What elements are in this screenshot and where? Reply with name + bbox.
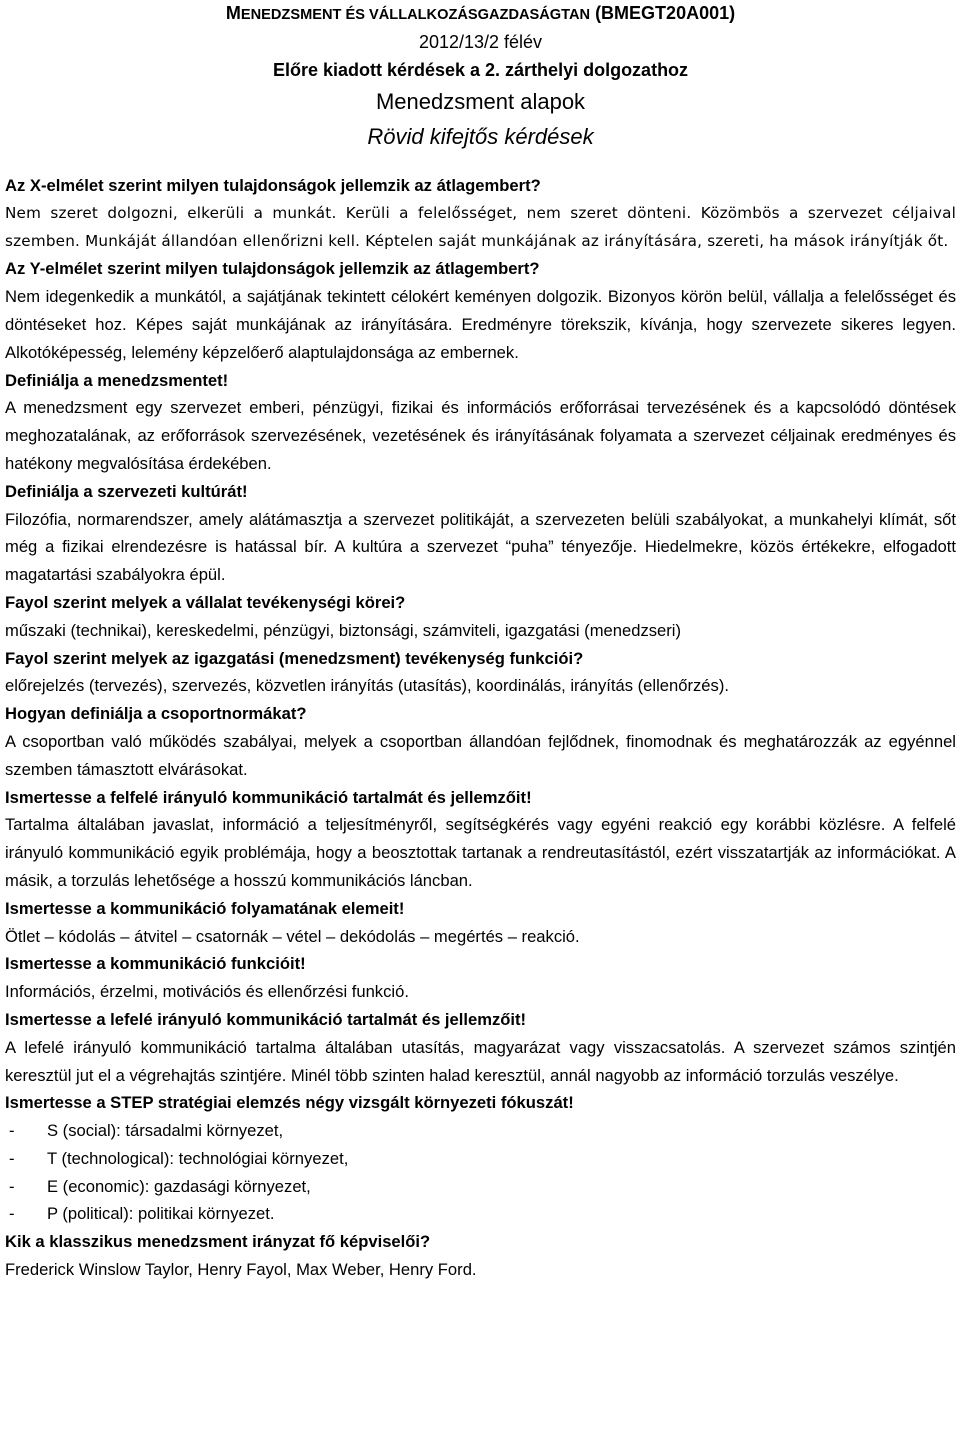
answer-upward-communication: Tartalma általában javaslat, információ a teljesítményről, segítségkérés vagy egyéni reakció egy korábbi közlésre. A felfelé irányuló kommunikáció egyik problémája, hogy a beosztottak tartanak a rendreutasítástól, ezért visszatartják az információkat. A másik, a torzulás lehetősége a hosszú kommunikációs láncban. — [5, 815, 956, 890]
course-code: (BMEGT20A001) — [590, 3, 736, 23]
question-fayol-activities: Fayol szerint melyek a vállalat tevékenységi körei? — [5, 592, 406, 612]
question-classic-management: Kik a klasszikus menedzsment irányzat fő képviselői? — [5, 1232, 431, 1252]
step-item-social: S (social): társadalmi környezet, — [47, 1121, 284, 1141]
semester: 2012/13/2 félév — [418, 32, 543, 52]
course-title-initial: M — [225, 3, 241, 23]
answer-fayol-functions: előrejelzés (tervezés), szervezés, közvetlen irányítás (utasítás), koordinálás, irányítás (ellenőrzés). — [5, 676, 729, 696]
question-communication-process: Ismertesse a kommunikáció folyamatának elemeit! — [5, 898, 405, 918]
step-item-political: P (political): politikai környezet. — [47, 1204, 275, 1224]
answer-classic-management: Frederick Winslow Taylor, Henry Fayol, Max Weber, Henry Ford. — [5, 1260, 477, 1280]
question-communication-functions: Ismertesse a kommunikáció funkcióit! — [5, 954, 306, 974]
prelim-heading: Előre kiadott kérdések a 2. zárthelyi dolgozathoz — [272, 60, 689, 80]
question-upward-communication: Ismertesse a felfelé irányuló kommunikáció tartalmát és jellemzőit! — [5, 787, 532, 807]
answer-communication-functions: Információs, érzelmi, motivációs és ellenőrzési funkció. — [5, 982, 409, 1002]
answer-org-culture: Filozófia, normarendszer, amely alátámasztja a szervezet politikáját, a szervezeten belüli szabályokat, a munkahelyi klímát, sőt még a fizikai elrendezésre is hatással bír. A kultúra a szervezet “puha” tényezője. Hiedelmekre, közös értékekre, elfogadott magatartási szabályokra épül. — [5, 509, 956, 585]
list-item — [5, 1117, 956, 1145]
answer-communication-process: Ötlet – kódolás – átvitel – csatornák – vétel – dekódolás – megértés – reakció. — [5, 926, 580, 946]
question-step-analysis: Ismertesse a STEP stratégiai elemzés négy vizsgált környezeti fókuszát! — [5, 1093, 574, 1113]
question-group-norms: Hogyan definiálja a csoportnormákat? — [5, 704, 307, 724]
question-org-culture: Definiálja a szervezeti kultúrát! — [5, 481, 248, 501]
question-y-theory: Az Y-elmélet szerint milyen tulajdonságok jellemzik az átlagembert? — [5, 259, 540, 279]
step-list — [5, 1117, 956, 1228]
answer-management-definition: A menedzsment egy szervezet emberi, pénzügyi, fizikai és információs erőforrásai tervezésének és a kapcsolódó döntések meghozatalának, az erőforrások szervezésének, vezetésének és irányításának folyamata a szervezet céljainak eredményes és hatékony megvalósítása érdekében. — [5, 398, 956, 473]
list-item — [5, 1145, 956, 1173]
question-management-definition: Definiálja a menedzsmentet! — [5, 370, 229, 390]
question-downward-communication: Ismertesse a lefelé irányuló kommunikáció tartalmát és jellemzőit! — [5, 1009, 527, 1029]
list-dash: - — [9, 1204, 15, 1224]
page-title: Menedzsment alapok — [375, 89, 586, 114]
list-dash: - — [9, 1121, 15, 1141]
answer-x-theory: Nem szeret dolgozni, elkerüli a munkát. Kerüli a felelősséget, nem szeret dönteni. Közömbös a szervezet céljaival szemben. Munkáját állandóan ellenőrizni kell. Képtelen saját munkájának az irányítására, szereti, ha mások irányítják őt. — [5, 203, 956, 250]
answer-fayol-activities: műszaki (technikai), kereskedelmi, pénzügyi, biztonsági, számviteli, igazgatási (menedzseri) — [5, 620, 682, 640]
qa-body — [5, 172, 956, 1284]
answer-group-norms: A csoportban való működés szabályai, melyek a csoportban állandóan fejlődnek, finomodnak és meghatározzák az egyénnel szemben támasztott elvárásokat. — [5, 731, 956, 779]
answer-y-theory: Nem idegenkedik a munkától, a sajátjának tekintett célokért keményen dolgozik. Bizonyos körön belül, vállalja a felelősséget és döntéseket hoz. Képes saját munkájának az irányítására. Eredményre törekszik, kívánja, hogy szervezete sikeres legyen. Alkotóképesség, lelemény képzelőerő alaptulajdonsága az embernek. — [5, 287, 956, 362]
course-title — [5, 0, 956, 28]
course-title-smallcaps: ENEDZSMENT ÉS VÁLLALKOZÁSGAZDASÁGTAN — [240, 7, 591, 23]
step-item-economic: E (economic): gazdasági környezet, — [47, 1176, 311, 1196]
question-fayol-functions: Fayol szerint melyek az igazgatási (menedzsment) tevékenység funkciói? — [5, 648, 584, 668]
list-dash: - — [9, 1176, 15, 1196]
page-subtitle: Rövid kifejtős kérdések — [367, 124, 594, 149]
document-header — [5, 0, 956, 154]
answer-downward-communication: A lefelé irányuló kommunikáció tartalma általában utasítás, magyarázat vagy visszacsatolás. A szervezet számos szintjén keresztül jut el a végrehajtás szintjére. Minél több szinten halad keresztül, annál nagyobb az információ torzulás veszélye. — [5, 1037, 956, 1085]
list-item — [5, 1173, 956, 1201]
list-dash: - — [9, 1148, 15, 1168]
list-item — [5, 1200, 956, 1228]
step-item-technological: T (technological): technológiai környezet, — [47, 1148, 349, 1168]
question-x-theory: Az X-elmélet szerint milyen tulajdonságok jellemzik az átlagembert? — [5, 176, 541, 195]
